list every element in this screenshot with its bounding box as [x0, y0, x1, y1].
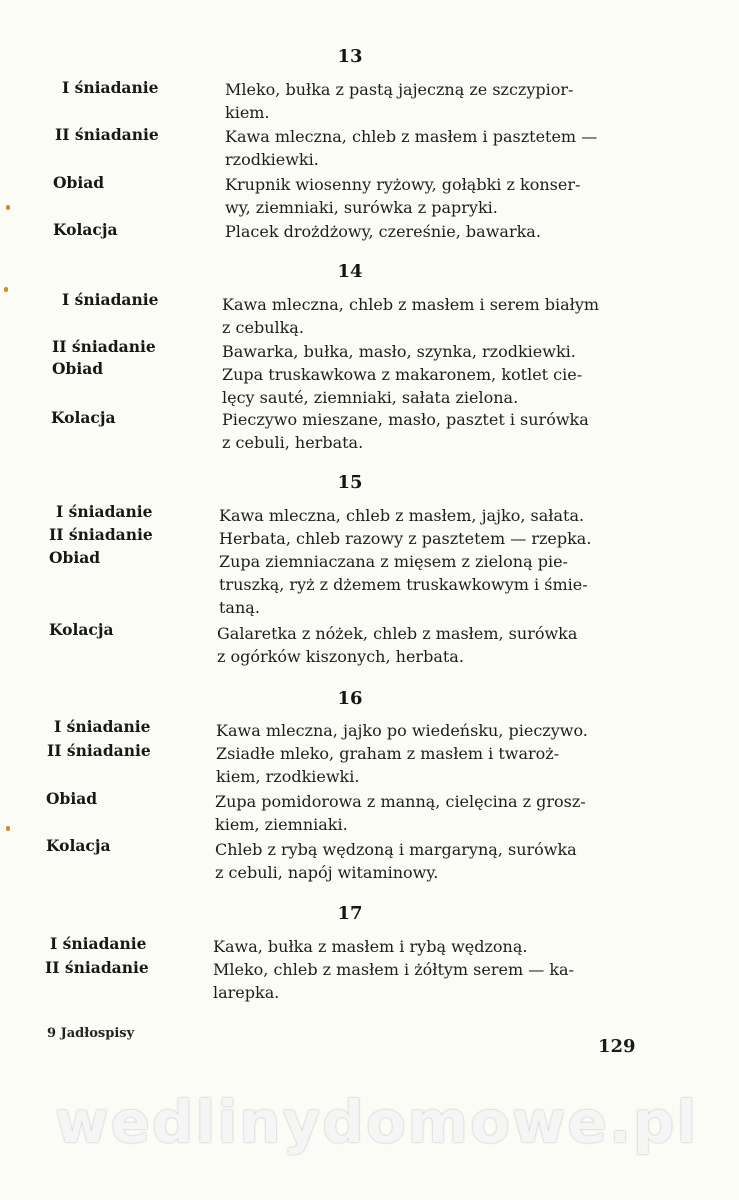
meal-label: Kolacja [49, 620, 114, 639]
meal-description: Zupa pomidorowa z manną, cielęcina z grosz- kiem, ziemniaki. [215, 792, 586, 834]
meal-label: II śniadanie [49, 525, 153, 544]
meal-description: Bawarka, bułka, masło, szynka, rzodkiewki. [222, 342, 576, 361]
meal-description: Kawa mleczna, chleb z masłem i pasztetem — rzodkiewki. [225, 127, 598, 169]
meal-label: II śniadanie [47, 741, 151, 760]
meal-description: Mleko, chleb z masłem i żółtym serem — ka- larepka. [213, 960, 574, 1002]
meal-label: Obiad [46, 789, 98, 808]
day-number: 17 [337, 903, 363, 924]
meal-description: Chleb z rybą wędzoną i margaryną, surówka z cebuli, napój witaminowy. [215, 840, 577, 882]
meal-label: II śniadanie [55, 125, 159, 144]
meal-label: I śniadanie [62, 290, 159, 309]
meal-description: Zupa truskawkowa z makaronem, kotlet cie- lęcy sauté, ziemniaki, sałata zielona. [222, 365, 583, 407]
scan-speck [4, 287, 8, 292]
scan-speck [6, 826, 10, 831]
meal-description: Pieczywo mieszane, masło, pasztet i surówka z cebuli, herbata. [222, 410, 589, 452]
day-number: 13 [337, 46, 363, 67]
meal-label: II śniadanie [52, 337, 156, 356]
meal-label: II śniadanie [45, 958, 149, 977]
meal-description: Kawa mleczna, chleb z masłem i serem białym z cebulką. [222, 295, 600, 337]
meal-description: Zsiadłe mleko, graham z masłem i twaroż- kiem, rzodkiewki. [216, 744, 560, 786]
watermark: wedlinydomowe.pl [55, 1088, 699, 1156]
day-number: 14 [337, 261, 363, 282]
meal-description: Zupa ziemniaczana z mięsem z zieloną pie- truszką, ryż z dżemem truskawkowym i śmie- taną. [219, 552, 588, 617]
meal-description: Kawa mleczna, chleb z masłem, jajko, sałata. [219, 506, 585, 525]
meal-label: Obiad [49, 548, 101, 567]
meal-label: Kolacja [51, 408, 116, 427]
meal-label: I śniadanie [56, 502, 153, 521]
meal-label: I śniadanie [62, 78, 159, 97]
meal-label: Kolacja [46, 836, 111, 855]
meal-label: Obiad [52, 359, 104, 378]
day-number: 16 [337, 688, 363, 709]
meal-description: Krupnik wiosenny ryżowy, gołąbki z konser- wy, ziemniaki, surówka z papryki. [225, 175, 581, 217]
meal-label: I śniadanie [50, 934, 147, 953]
meal-label: Kolacja [53, 220, 118, 239]
meal-description: Kawa mleczna, jajko po wiedeńsku, pieczywo. [216, 721, 588, 740]
page-number: 129 [598, 1036, 636, 1057]
meal-description: Herbata, chleb razowy z pasztetem — rzepka. [219, 529, 592, 548]
meal-label: Obiad [53, 173, 105, 192]
meal-description: Galaretka z nóżek, chleb z masłem, surówka z ogórków kiszonych, herbata. [217, 624, 578, 666]
signature-mark: 9 Jadłospisy [47, 1026, 135, 1041]
day-number: 15 [337, 472, 363, 493]
meal-description: Mleko, bułka z pastą jajeczną ze szczypior- kiem. [225, 80, 574, 122]
meal-description: Placek drożdżowy, czereśnie, bawarka. [225, 222, 541, 241]
meal-description: Kawa, bułka z masłem i rybą wędzoną. [213, 937, 528, 956]
scan-speck [6, 205, 10, 210]
meal-label: I śniadanie [54, 717, 151, 736]
